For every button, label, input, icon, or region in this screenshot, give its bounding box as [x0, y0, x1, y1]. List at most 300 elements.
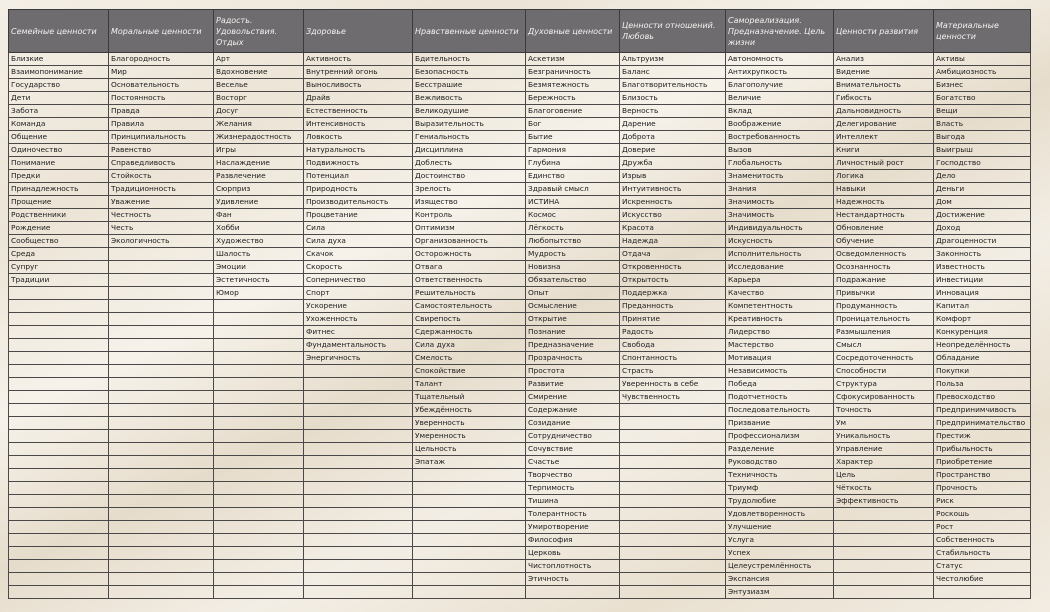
- value-cell: [109, 417, 214, 430]
- value-cell: Риск: [934, 495, 1031, 508]
- value-cell: Гибкость: [834, 92, 934, 105]
- value-cell: Любопытство: [526, 235, 620, 248]
- value-cell: Улучшение: [726, 521, 834, 534]
- value-cell: Престиж: [934, 430, 1031, 443]
- value-cell: Правда: [109, 105, 214, 118]
- value-cell: [109, 456, 214, 469]
- value-cell: [834, 586, 934, 599]
- table-row: [9, 183, 1031, 196]
- value-cell: Выгода: [934, 131, 1031, 144]
- value-cell: Стабильность: [934, 547, 1031, 560]
- table-row: [9, 53, 1031, 66]
- value-cell: Безмятежность: [526, 79, 620, 92]
- value-cell: Руководство: [726, 456, 834, 469]
- value-cell: Близость: [620, 92, 726, 105]
- value-cell: Скачок: [304, 248, 413, 261]
- value-cell: Равенство: [109, 144, 214, 157]
- value-cell: Новизна: [526, 261, 620, 274]
- value-cell: Дружба: [620, 157, 726, 170]
- value-cell: Команда: [9, 118, 109, 131]
- value-cell: Справедливость: [109, 157, 214, 170]
- value-cell: Покупки: [934, 365, 1031, 378]
- value-cell: [214, 469, 304, 482]
- table-row: [9, 157, 1031, 170]
- value-cell: [109, 521, 214, 534]
- value-cell: Эпатаж: [413, 456, 526, 469]
- value-cell: Инвестиции: [934, 274, 1031, 287]
- value-cell: Бережность: [526, 92, 620, 105]
- value-cell: Бытие: [526, 131, 620, 144]
- value-cell: [413, 508, 526, 521]
- values-table: [8, 9, 1031, 599]
- table-row: [9, 313, 1031, 326]
- value-cell: Сфокусированность: [834, 391, 934, 404]
- value-cell: Смысл: [834, 339, 934, 352]
- value-cell: Интенсивность: [304, 118, 413, 131]
- value-cell: [109, 326, 214, 339]
- table-row: [9, 105, 1031, 118]
- value-cell: Прибыльность: [934, 443, 1031, 456]
- value-cell: Точность: [834, 404, 934, 417]
- value-cell: [413, 469, 526, 482]
- value-cell: Триумф: [726, 482, 834, 495]
- value-cell: Хобби: [214, 222, 304, 235]
- value-cell: Шалость: [214, 248, 304, 261]
- value-cell: Дарение: [620, 118, 726, 131]
- value-cell: Юмор: [214, 287, 304, 300]
- value-cell: Величие: [726, 92, 834, 105]
- value-cell: Зрелость: [413, 183, 526, 196]
- value-cell: Одиночество: [9, 144, 109, 157]
- value-cell: Свобода: [620, 339, 726, 352]
- value-cell: Успех: [726, 547, 834, 560]
- value-cell: Прозрачность: [526, 352, 620, 365]
- value-cell: Свирепость: [413, 313, 526, 326]
- value-cell: Капитал: [934, 300, 1031, 313]
- value-cell: Удовлетворенность: [726, 508, 834, 521]
- value-cell: [214, 417, 304, 430]
- value-cell: [9, 508, 109, 521]
- value-cell: Изящество: [413, 196, 526, 209]
- value-cell: Простота: [526, 365, 620, 378]
- value-cell: Выносливость: [304, 79, 413, 92]
- table-row: [9, 274, 1031, 287]
- value-cell: Обязательство: [526, 274, 620, 287]
- value-cell: Независимость: [726, 365, 834, 378]
- value-cell: Поддержка: [620, 287, 726, 300]
- value-cell: Правила: [109, 118, 214, 131]
- value-cell: Разделение: [726, 443, 834, 456]
- value-cell: Фундаментальность: [304, 339, 413, 352]
- value-cell: Вежливость: [413, 92, 526, 105]
- value-cell: [214, 560, 304, 573]
- value-cell: [214, 404, 304, 417]
- value-cell: [109, 586, 214, 599]
- value-cell: Ответственность: [413, 274, 526, 287]
- value-cell: Делегирование: [834, 118, 934, 131]
- value-cell: Философия: [526, 534, 620, 547]
- value-cell: Бесстрашие: [413, 79, 526, 92]
- value-cell: Великодушие: [413, 105, 526, 118]
- value-cell: Наслаждение: [214, 157, 304, 170]
- table-row: [9, 300, 1031, 313]
- value-cell: Красота: [620, 222, 726, 235]
- value-cell: [9, 404, 109, 417]
- value-cell: Исполнительность: [726, 248, 834, 261]
- value-cell: [214, 365, 304, 378]
- value-cell: Супруг: [9, 261, 109, 274]
- table-body: [9, 53, 1031, 599]
- table-row: [9, 391, 1031, 404]
- value-cell: Цель: [834, 469, 934, 482]
- value-cell: Мудрость: [526, 248, 620, 261]
- value-cell: [620, 521, 726, 534]
- value-cell: Лёгкость: [526, 222, 620, 235]
- value-cell: Традиции: [9, 274, 109, 287]
- value-cell: [9, 443, 109, 456]
- value-cell: Тишина: [526, 495, 620, 508]
- value-cell: Качество: [726, 287, 834, 300]
- value-cell: [413, 547, 526, 560]
- value-cell: Статус: [934, 560, 1031, 573]
- value-cell: Анализ: [834, 53, 934, 66]
- value-cell: [109, 365, 214, 378]
- value-cell: [620, 586, 726, 599]
- value-cell: Подвижность: [304, 157, 413, 170]
- value-cell: Благотворительность: [620, 79, 726, 92]
- value-cell: [109, 469, 214, 482]
- table-row: [9, 287, 1031, 300]
- value-cell: [109, 274, 214, 287]
- table-row: [9, 430, 1031, 443]
- value-cell: Способности: [834, 365, 934, 378]
- value-cell: Талант: [413, 378, 526, 391]
- value-cell: Знаменитость: [726, 170, 834, 183]
- value-cell: Выигрыш: [934, 144, 1031, 157]
- value-cell: Скорость: [304, 261, 413, 274]
- value-cell: Характер: [834, 456, 934, 469]
- value-cell: Навыки: [834, 183, 934, 196]
- value-cell: Деньги: [934, 183, 1031, 196]
- table-row: [9, 508, 1031, 521]
- value-cell: Дети: [9, 92, 109, 105]
- value-cell: [304, 443, 413, 456]
- value-cell: Активность: [304, 53, 413, 66]
- value-cell: Постоянность: [109, 92, 214, 105]
- value-cell: Значимость: [726, 209, 834, 222]
- value-cell: Дело: [934, 170, 1031, 183]
- value-cell: Бдительность: [413, 53, 526, 66]
- value-cell: Забота: [9, 105, 109, 118]
- value-cell: Предки: [9, 170, 109, 183]
- value-cell: Богатство: [934, 92, 1031, 105]
- value-cell: Здравый смысл: [526, 183, 620, 196]
- value-cell: [109, 573, 214, 586]
- value-cell: [9, 365, 109, 378]
- value-cell: [834, 560, 934, 573]
- table-row: [9, 469, 1031, 482]
- value-cell: Видение: [834, 66, 934, 79]
- value-cell: [109, 378, 214, 391]
- value-cell: Значимость: [726, 196, 834, 209]
- value-cell: Единство: [526, 170, 620, 183]
- value-cell: Рост: [934, 521, 1031, 534]
- value-cell: [214, 300, 304, 313]
- value-cell: Самостоятельность: [413, 300, 526, 313]
- value-cell: Традиционность: [109, 183, 214, 196]
- value-cell: Компетентность: [726, 300, 834, 313]
- value-cell: Ум: [834, 417, 934, 430]
- column-header-spiritual: Духовные ценности: [526, 10, 620, 53]
- value-cell: [620, 534, 726, 547]
- value-cell: Принятие: [620, 313, 726, 326]
- value-cell: [9, 573, 109, 586]
- value-cell: [9, 430, 109, 443]
- value-cell: Естественность: [304, 105, 413, 118]
- value-cell: Подотчетность: [726, 391, 834, 404]
- value-cell: [9, 287, 109, 300]
- value-cell: [109, 534, 214, 547]
- value-cell: Комфорт: [934, 313, 1031, 326]
- value-cell: [214, 391, 304, 404]
- table-row: [9, 170, 1031, 183]
- value-cell: Чувственность: [620, 391, 726, 404]
- value-cell: [304, 495, 413, 508]
- value-cell: [9, 469, 109, 482]
- value-cell: Уважение: [109, 196, 214, 209]
- value-cell: Антихрупкость: [726, 66, 834, 79]
- value-cell: Бизнес: [934, 79, 1031, 92]
- value-cell: [9, 313, 109, 326]
- value-cell: [109, 430, 214, 443]
- value-cell: Эффективность: [834, 495, 934, 508]
- value-cell: Эстетичность: [214, 274, 304, 287]
- table-row: [9, 235, 1031, 248]
- table-row: [9, 456, 1031, 469]
- value-cell: Экспансия: [726, 573, 834, 586]
- value-cell: [413, 560, 526, 573]
- value-cell: Глубина: [526, 157, 620, 170]
- value-cell: Природность: [304, 183, 413, 196]
- value-cell: [109, 261, 214, 274]
- value-cell: Аскетизм: [526, 53, 620, 66]
- value-cell: Смелость: [413, 352, 526, 365]
- value-cell: Осторожность: [413, 248, 526, 261]
- table-row: [9, 144, 1031, 157]
- value-cell: Баланс: [620, 66, 726, 79]
- value-cell: Жизнерадостность: [214, 131, 304, 144]
- value-cell: Внимательность: [834, 79, 934, 92]
- value-cell: [304, 365, 413, 378]
- column-header-family: Семейные ценности: [9, 10, 109, 53]
- value-cell: Производительность: [304, 196, 413, 209]
- value-cell: Законность: [934, 248, 1031, 261]
- value-cell: Спонтанность: [620, 352, 726, 365]
- value-cell: Размышления: [834, 326, 934, 339]
- value-cell: [304, 508, 413, 521]
- value-cell: Радость: [620, 326, 726, 339]
- value-cell: Победа: [726, 378, 834, 391]
- value-cell: Целеустремлённость: [726, 560, 834, 573]
- value-cell: Бог: [526, 118, 620, 131]
- table-row: [9, 521, 1031, 534]
- value-cell: Среда: [9, 248, 109, 261]
- value-cell: [9, 521, 109, 534]
- value-cell: Уникальность: [834, 430, 934, 443]
- value-cell: Откровенность: [620, 261, 726, 274]
- value-cell: Счастье: [526, 456, 620, 469]
- value-cell: [620, 443, 726, 456]
- value-cell: Достижение: [934, 209, 1031, 222]
- value-cell: [109, 508, 214, 521]
- value-cell: Церковь: [526, 547, 620, 560]
- value-cell: Привычки: [834, 287, 934, 300]
- value-cell: [214, 521, 304, 534]
- value-cell: Соперничество: [304, 274, 413, 287]
- table-row: [9, 482, 1031, 495]
- value-cell: Толерантность: [526, 508, 620, 521]
- value-cell: Амбициозность: [934, 66, 1031, 79]
- value-cell: [304, 417, 413, 430]
- value-cell: Фитнес: [304, 326, 413, 339]
- value-cell: Веселье: [214, 79, 304, 92]
- value-cell: Потенциал: [304, 170, 413, 183]
- value-cell: Творчество: [526, 469, 620, 482]
- value-cell: [304, 560, 413, 573]
- value-cell: Восторг: [214, 92, 304, 105]
- value-cell: Вызов: [726, 144, 834, 157]
- value-cell: Искусность: [726, 235, 834, 248]
- value-cell: [214, 378, 304, 391]
- column-header-material: Материальные ценности: [934, 10, 1031, 53]
- column-header-development: Ценности развития: [834, 10, 934, 53]
- column-header-joy: Радость. Удовольствия. Отдых: [214, 10, 304, 53]
- value-cell: Отдача: [620, 248, 726, 261]
- value-cell: Организованность: [413, 235, 526, 248]
- value-cell: Доверие: [620, 144, 726, 157]
- value-cell: Изрыв: [620, 170, 726, 183]
- value-cell: Убеждённость: [413, 404, 526, 417]
- value-cell: [620, 430, 726, 443]
- value-cell: [620, 482, 726, 495]
- value-cell: [109, 300, 214, 313]
- value-cell: Призвание: [726, 417, 834, 430]
- table-row: [9, 326, 1031, 339]
- table-row: [9, 573, 1031, 586]
- value-cell: Сюрприз: [214, 183, 304, 196]
- value-cell: Честность: [109, 209, 214, 222]
- table-row: [9, 131, 1031, 144]
- value-cell: [214, 313, 304, 326]
- value-cell: Польза: [934, 378, 1031, 391]
- value-cell: Этичность: [526, 573, 620, 586]
- value-cell: [304, 521, 413, 534]
- value-cell: Арт: [214, 53, 304, 66]
- table-row: [9, 495, 1031, 508]
- value-cell: Цельность: [413, 443, 526, 456]
- table-row: [9, 443, 1031, 456]
- value-cell: Исследование: [726, 261, 834, 274]
- value-cell: [834, 534, 934, 547]
- value-cell: Чистоплотность: [526, 560, 620, 573]
- value-cell: [9, 417, 109, 430]
- value-cell: [526, 586, 620, 599]
- table-row: [9, 248, 1031, 261]
- value-cell: Фан: [214, 209, 304, 222]
- value-cell: Альтруизм: [620, 53, 726, 66]
- value-cell: Терпимость: [526, 482, 620, 495]
- value-cell: [413, 586, 526, 599]
- value-cell: [934, 586, 1031, 599]
- value-cell: [109, 404, 214, 417]
- value-cell: Досуг: [214, 105, 304, 118]
- value-cell: Обновление: [834, 222, 934, 235]
- column-header-health: Здоровье: [304, 10, 413, 53]
- value-cell: [9, 456, 109, 469]
- value-cell: [834, 573, 934, 586]
- value-cell: Космос: [526, 209, 620, 222]
- value-cell: Прочность: [934, 482, 1031, 495]
- value-cell: Уверенность: [413, 417, 526, 430]
- value-cell: Достоинство: [413, 170, 526, 183]
- value-cell: [214, 573, 304, 586]
- table-row: [9, 261, 1031, 274]
- value-cell: [620, 417, 726, 430]
- value-cell: Надежда: [620, 235, 726, 248]
- value-cell: [304, 456, 413, 469]
- value-cell: Энергичность: [304, 352, 413, 365]
- value-cell: Знания: [726, 183, 834, 196]
- value-cell: Драйв: [304, 92, 413, 105]
- value-cell: Роскошь: [934, 508, 1031, 521]
- value-cell: [214, 586, 304, 599]
- value-cell: Взаимопонимание: [9, 66, 109, 79]
- value-cell: Безграничность: [526, 66, 620, 79]
- value-cell: Вещи: [934, 105, 1031, 118]
- value-cell: Преданность: [620, 300, 726, 313]
- column-header-self-realization: Самореализация. Предназначение. Цель жизни: [726, 10, 834, 53]
- value-cell: [304, 534, 413, 547]
- value-cell: Основательность: [109, 79, 214, 92]
- value-cell: Выразительность: [413, 118, 526, 131]
- value-cell: Структура: [834, 378, 934, 391]
- value-cell: Пространство: [934, 469, 1031, 482]
- value-cell: [834, 521, 934, 534]
- value-cell: [214, 495, 304, 508]
- value-cell: Государство: [9, 79, 109, 92]
- value-cell: Гениальность: [413, 131, 526, 144]
- value-cell: Доход: [934, 222, 1031, 235]
- value-cell: [109, 339, 214, 352]
- value-cell: [413, 495, 526, 508]
- table-row: [9, 118, 1031, 131]
- value-cell: Ловкость: [304, 131, 413, 144]
- value-cell: Сочувствие: [526, 443, 620, 456]
- value-cell: Карьера: [726, 274, 834, 287]
- value-cell: Техничность: [726, 469, 834, 482]
- value-cell: Обладание: [934, 352, 1031, 365]
- value-cell: Профессионализм: [726, 430, 834, 443]
- value-cell: [9, 339, 109, 352]
- value-cell: Желания: [214, 118, 304, 131]
- table-row: [9, 586, 1031, 599]
- value-cell: Спорт: [304, 287, 413, 300]
- value-cell: Вдохновение: [214, 66, 304, 79]
- value-cell: Востребованность: [726, 131, 834, 144]
- value-cell: [109, 443, 214, 456]
- value-cell: Тщательный: [413, 391, 526, 404]
- table-row: [9, 339, 1031, 352]
